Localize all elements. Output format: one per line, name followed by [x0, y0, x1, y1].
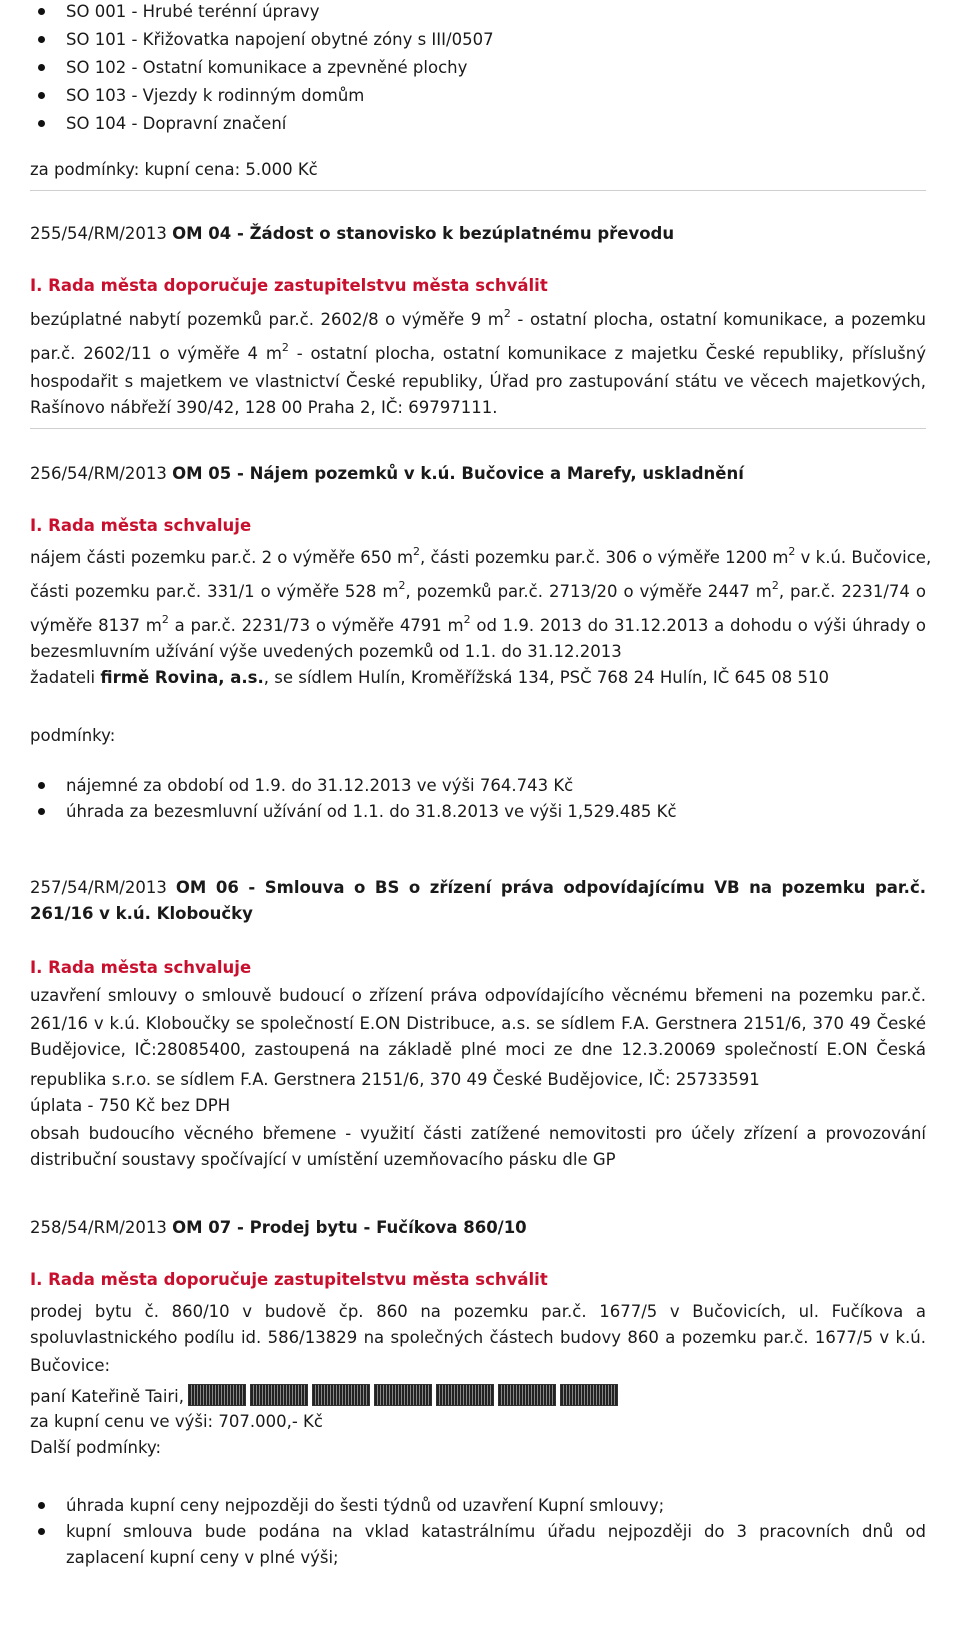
- bullet-icon: [38, 782, 45, 789]
- bullet-icon: [38, 8, 45, 15]
- bullet-icon: [38, 64, 45, 71]
- section-258-line: Bučovice:: [30, 1356, 111, 1375]
- list-item: nájemné za období od 1.9. do 31.12.2013 ve výši 764.743 Kč: [66, 776, 574, 795]
- list-item: SO 101 - Křižovatka napojení obytné zóny s III/0507: [66, 30, 494, 49]
- section-256-heading: I. Rada města schvaluje: [30, 516, 252, 535]
- section-257-line: 261/16 v k.ú. Kloboučky se společností E.ON Distribuce, a.s. se sídlem F.A. Gerstnera 2151/6, 370 49 České: [30, 1014, 926, 1033]
- section-255-title: 255/54/RM/2013 OM 04 - Žádost o stanovisko k bezúplatnému převodu: [30, 224, 675, 243]
- bullet-icon: [38, 808, 45, 815]
- list-item: SO 102 - Ostatní komunikace a zpevněné plochy: [66, 58, 468, 77]
- bullet-icon: [38, 120, 45, 127]
- section-257-line: úplata - 750 Kč bez DPH: [30, 1096, 231, 1115]
- list-item: SO 104 - Dopravní značení: [66, 114, 287, 133]
- section-255-line: bezúplatné nabytí pozemků par.č. 2602/8 o výměře 9 $m^2$ - ostatní plocha, ostatní komunikace, a pozemku: [30, 306, 926, 329]
- section-257-line: obsah budoucího věcného břemene - využití části zatížené nemovitosti pro účely zřízení a provozování: [30, 1124, 926, 1143]
- bullet-icon: [38, 92, 45, 99]
- redacted-block: [184, 1387, 618, 1406]
- bullet-icon: [38, 1528, 45, 1535]
- bullet-icon: [38, 1502, 45, 1509]
- list-item: kupní smlouva bude podána na vklad katastrálnímu úřadu nejpozději do 3 pracovních dnů od: [66, 1522, 926, 1541]
- section-257-title: 257/54/RM/2013 OM 06 - Smlouva o BS o zřízení práva odpovídajícímu VB na pozemku par.č.: [30, 878, 926, 897]
- section-256-line: bezesmluvním užívání výše uvedených pozemků od 1.1. do 31.12.2013: [30, 642, 622, 661]
- list-item: SO 001 - Hrubé terénní úpravy: [66, 2, 320, 21]
- list-item: úhrada kupní ceny nejpozději do šesti týdnů od uzavření Kupní smlouvy;: [66, 1496, 665, 1515]
- section-255-line: par.č. 2602/11 o výměře 4 $m^2$ - ostatní plocha, ostatní komunikace z majetku České republiky, příslušný: [30, 340, 926, 363]
- section-256-title: 256/54/RM/2013 OM 05 - Nájem pozemků v k.ú. Bučovice a Marefy, uskladnění: [30, 464, 744, 483]
- section-258-line: paní Kateřině Tairi,: [30, 1384, 618, 1407]
- section-255-line: hospodařit s majetkem ve vlastnictví České republiky, Úřad pro zastupování státu ve věcech majetkových,: [30, 372, 926, 391]
- section-258-line: Další podmínky:: [30, 1438, 162, 1457]
- list-item: zaplacení kupní ceny v plné výši;: [66, 1548, 339, 1567]
- section-257-line: republika s.r.o. se sídlem F.A. Gerstnera 2151/6, 370 49 České Budějovice, IČ: 25733591: [30, 1070, 760, 1089]
- section-258-line: za kupní cenu ve výši: 707.000,- Kč: [30, 1412, 323, 1431]
- section-257-title: 261/16 v k.ú. Kloboučky: [30, 904, 253, 923]
- section-256-line: části pozemku par.č. 331/1 o výměře 528 $m^2$, pozemků par.č. 2713/20 o výměře 2447 $m^2$, par.č. 2231/74 o: [30, 578, 926, 601]
- bullet-icon: [38, 36, 45, 43]
- list-item: úhrada za bezesmluvní užívání od 1.1. do 31.8.2013 ve výši 1,529.485 Kč: [66, 802, 677, 821]
- section-257-line: distribuční soustavy spočívající v umístění uzemňovacího pásku dle GP: [30, 1150, 616, 1169]
- section-256-line: výměře 8137 $m^2$ a par.č. 2231/73 o výměře 4791 $m^2$ od 1.9. 2013 do 31.12.2013 a dohodu o výši úhrady o: [30, 612, 926, 635]
- list-item: SO 103 - Vjezdy k rodinným domům: [66, 86, 365, 105]
- section-257-line: uzavření smlouvy o smlouvě budoucí o zřízení práva odpovídajícího věcnému břemeni na pozemku par.č.: [30, 986, 926, 1005]
- divider: [30, 428, 926, 429]
- section-257-line: Budějovice, IČ:28085400, zastoupená na základě plné moci ze dne 12.3.20069 společností E.ON Česká: [30, 1040, 926, 1059]
- section-258-line: prodej bytu č. 860/10 v budově čp. 860 na pozemku par.č. 1677/5 v Bučovicích, ul. Fučíkova a: [30, 1302, 926, 1321]
- section-256-line: nájem části pozemku par.č. 2 o výměře 650 $m^2$, části pozemku par.č. 306 o výměře 1200 $m^2$ v k.ú. Bučovice,: [30, 544, 932, 567]
- section-255-heading: I. Rada města doporučuje zastupitelstvu města schválit: [30, 276, 548, 295]
- section-257-heading: I. Rada města schvaluje: [30, 958, 252, 977]
- section-258-line: spoluvlastnického podílu id. 586/13829 na společných částech budovy 860 a pozemku par.č. 1677/5 v k.ú.: [30, 1328, 926, 1347]
- divider: [30, 190, 926, 191]
- section-258-heading: I. Rada města doporučuje zastupitelstvu města schválit: [30, 1270, 548, 1289]
- section-256-line: žadateli firmě Rovina, a.s., se sídlem Hulín, Kroměřížská 134, PSČ 768 24 Hulín, IČ 645 08 510: [30, 668, 829, 687]
- section-255-line: Rašínovo nábřeží 390/42, 128 00 Praha 2, IČ: 69797111.: [30, 398, 498, 417]
- section-256-conditions: podmínky:: [30, 726, 116, 745]
- section-258-title: 258/54/RM/2013 OM 07 - Prodej bytu - Fučíkova 860/10: [30, 1218, 527, 1237]
- top-condition: za podmínky: kupní cena: 5.000 Kč: [30, 160, 318, 179]
